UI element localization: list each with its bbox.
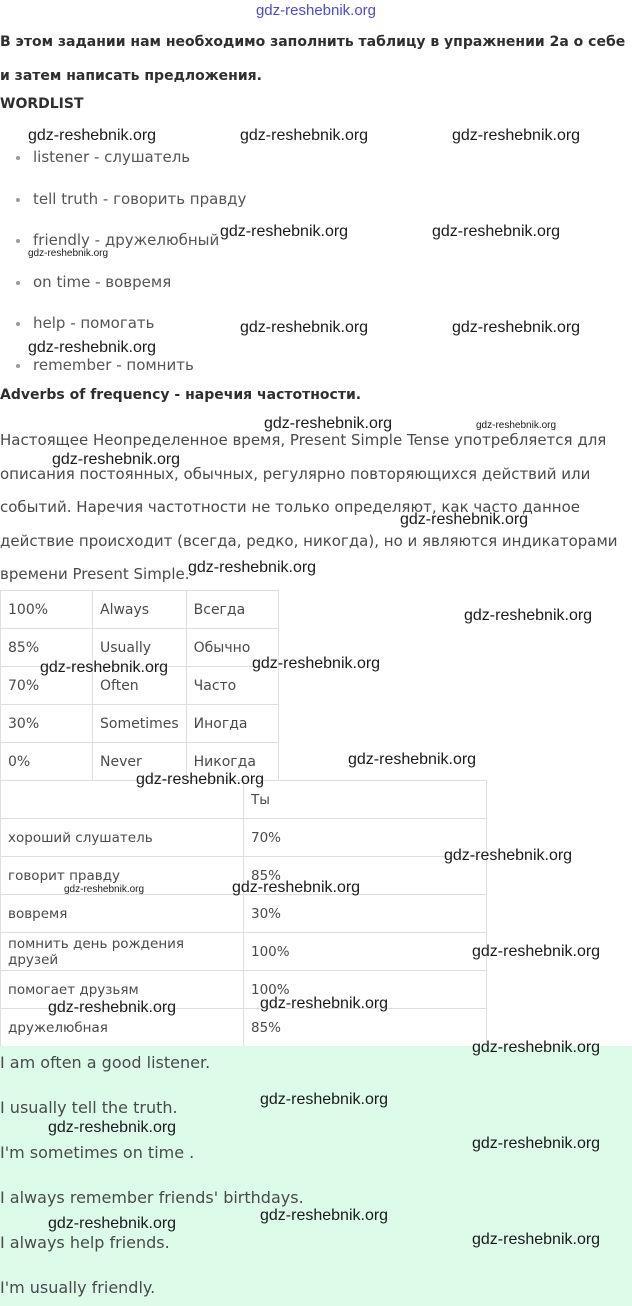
wordlist-heading: WORDLIST [0,96,84,112]
watermark: gdz-reshebnik.org [240,127,369,144]
watermark: gdz-reshebnik.org [476,420,557,431]
answer-sentence: I usually tell the truth. [0,1098,178,1117]
table-cell: 100% [244,933,487,971]
table-cell: 70% [244,819,487,857]
table-cell: Всегда [186,591,278,629]
answer-sentence: I'm usually friendly. [0,1278,156,1297]
answer-sentence: I am often a good listener. [0,1053,211,1072]
table-cell: Обычно [186,629,278,667]
adverbs-heading: Adverbs of frequency - наречия частотности. [0,387,362,403]
watermark: gdz-reshebnik.org [348,751,477,768]
table-cell: Sometimes [93,705,187,743]
list-item: listener - слушатель [0,146,246,188]
explanation-paragraph: Настоящее Неопределенное время, Present Simple Tense употребляется для описания постоянных, обычных, регулярно повторяющихся действий или событий. Наречия частотности не только определяют, как часто данное действие происходит (всегда, редко, никогда), но и являются индикаторами времени Present Simple. [0,431,618,583]
answer-sentence: I always help friends. [0,1233,170,1252]
table-cell: 30% [244,895,487,933]
table-cell: 85% [1,629,93,667]
watermark: gdz-reshebnik.org [444,847,573,864]
table-cell: Ты [244,781,487,819]
table-cell: вовремя [1,895,244,933]
list-item: help - помогать [0,312,246,354]
table-row [1,705,279,743]
list-item: friendly - дружелюбный [0,229,246,271]
watermark: gdz-reshebnik.org [472,1231,601,1248]
list-item: on time - вовремя [0,271,246,313]
table-cell: дружелюбная [1,1009,244,1047]
watermark: gdz-reshebnik.org [472,1135,601,1152]
watermark: gdz-reshebnik.org [452,127,581,144]
watermark: gdz-reshebnik.org [472,943,601,960]
table-cell: 30% [1,705,93,743]
list-item: remember - помнить [0,354,246,396]
table-cell: Usually [93,629,187,667]
table-cell: Often [93,667,187,705]
watermark: gdz-reshebnik.org [28,248,109,259]
watermark: gdz-reshebnik.org [52,451,181,468]
wordlist [0,146,246,396]
watermark: gdz-reshebnik.org [260,1091,389,1108]
watermark: gdz-reshebnik.org [472,1039,601,1056]
watermark: gdz-reshebnik.org [220,223,349,240]
watermark: gdz-reshebnik.org [48,1119,177,1136]
table-cell: 85% [244,857,487,895]
watermark: gdz-reshebnik.org [252,655,381,672]
watermark: gdz-reshebnik.org [260,995,389,1012]
table-cell: помогает друзьям [1,971,244,1009]
watermark: gdz-reshebnik.org [188,559,317,576]
watermark: gdz-reshebnik.org [432,223,561,240]
frequency-table [0,590,279,781]
table-cell: Никогда [186,743,278,781]
table-cell: Часто [186,667,278,705]
watermark: gdz-reshebnik.org [28,339,157,356]
watermark: gdz-reshebnik.org [400,511,529,528]
table-cell: хороший слушатель [1,819,244,857]
table-cell: 0% [1,743,93,781]
watermark: gdz-reshebnik.org [136,771,265,788]
site-header-link[interactable]: gdz-reshebnik.org [255,2,377,19]
answer-sentences-block [0,1046,632,1306]
list-item: tell truth - говорить правду [0,188,246,230]
table-cell: 70% [1,667,93,705]
watermark: gdz-reshebnik.org [464,607,593,624]
watermark: gdz-reshebnik.org [260,1207,389,1224]
answer-sentence: I'm sometimes on time . [0,1143,195,1162]
answer-sentence: I always remember friends' birthdays. [0,1188,304,1207]
watermark: gdz-reshebnik.org [240,319,369,336]
watermark: gdz-reshebnik.org [452,319,581,336]
watermark: gdz-reshebnik.org [40,659,169,676]
table-cell: Never [93,743,187,781]
watermark: gdz-reshebnik.org [232,879,361,896]
table-cell: говорит правду [1,857,244,895]
table-cell: 100% [1,591,93,629]
table-row [1,819,487,857]
watermark: gdz-reshebnik.org [264,415,393,432]
table-row [1,895,487,933]
watermark: gdz-reshebnik.org [28,127,157,144]
watermark: gdz-reshebnik.org [48,1215,177,1232]
table-row [1,933,487,971]
table-cell: 85% [244,1009,487,1047]
table-cell: Иногда [186,705,278,743]
table-cell: 100% [244,971,487,1009]
task-intro: В этом задании нам необходимо заполнить таблицу в упражнении 2а о себе и затем написать предложения. [0,34,626,84]
table-row [1,591,279,629]
watermark: gdz-reshebnik.org [48,999,177,1016]
table-cell: Always [93,591,187,629]
table-cell: помнить день рождения друзей [1,933,244,971]
watermark: gdz-reshebnik.org [64,884,145,895]
